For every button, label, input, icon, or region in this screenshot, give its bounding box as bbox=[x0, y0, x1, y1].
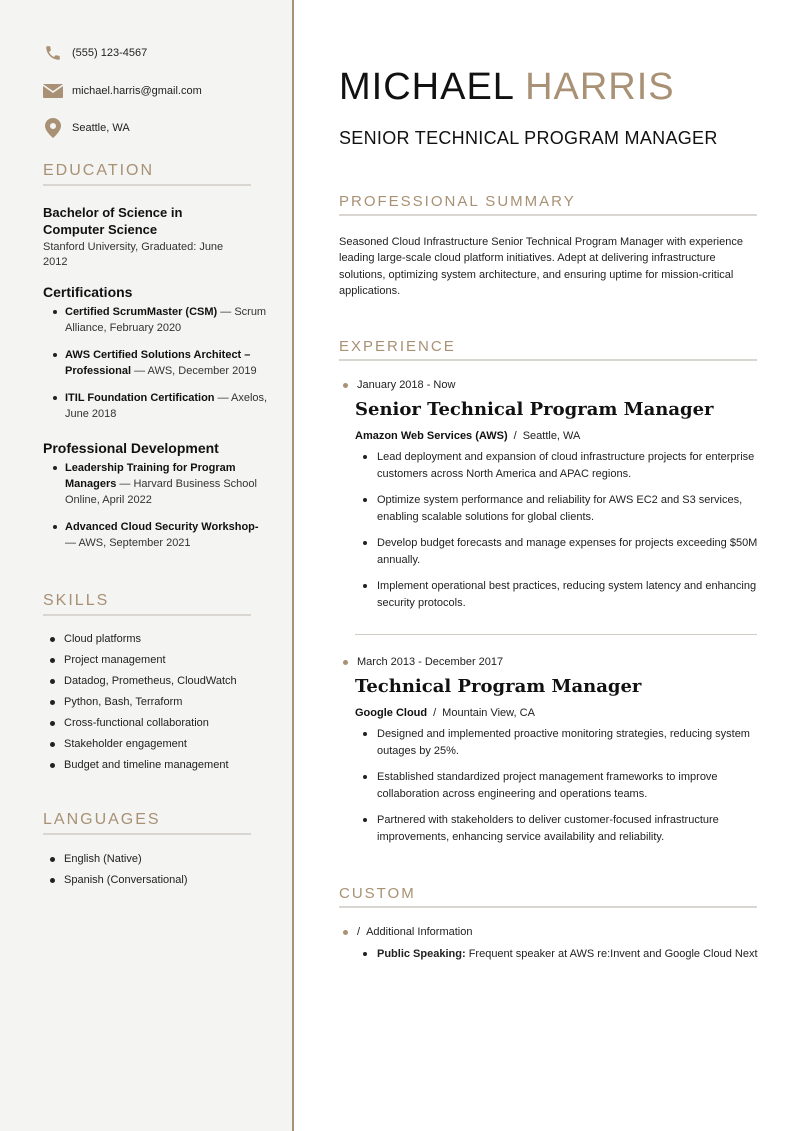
last-name: HARRIS bbox=[525, 66, 675, 108]
list-item: Certified ScrumMaster (CSM) — Scrum Alliance, February 2020 bbox=[53, 304, 268, 336]
language-item: Spanish (Conversational) bbox=[50, 870, 270, 891]
list-item: Optimize system performance and reliability for AWS EC2 and S3 services, enabling scalable solutions for global clients. bbox=[363, 492, 773, 525]
languages-heading: LANGUAGES bbox=[43, 811, 251, 835]
job-company: Google Cloud / Mountain View, CA bbox=[355, 707, 535, 719]
phone-icon bbox=[43, 43, 63, 63]
job-dates: January 2018 - Now bbox=[343, 379, 455, 391]
summary-heading: PROFESSIONAL SUMMARY bbox=[339, 193, 757, 216]
list-item: Established standardized project management frameworks to improve collaboration across engineering and operations teams. bbox=[363, 769, 773, 802]
certifications-list bbox=[53, 304, 268, 433]
list-item: ITIL Foundation Certification — Axelos, June 2018 bbox=[53, 390, 268, 422]
job-bullets bbox=[363, 726, 773, 855]
job-company: Amazon Web Services (AWS) / Seattle, WA bbox=[355, 430, 581, 442]
job-role: Senior Technical Program Manager bbox=[355, 399, 714, 420]
envelope-icon bbox=[43, 81, 63, 101]
list-item: AWS Certified Solutions Architect – Professional — AWS, December 2019 bbox=[53, 347, 268, 379]
skill-item: Cloud platforms bbox=[50, 629, 270, 650]
skill-item: Cross-functional collaboration bbox=[50, 713, 270, 734]
languages-list bbox=[50, 849, 270, 891]
skill-item: Datadog, Prometheus, CloudWatch bbox=[50, 671, 270, 692]
list-item: Lead deployment and expansion of cloud infrastructure projects for enterprise customers across North America and APAC regions. bbox=[363, 449, 773, 482]
job-title: SENIOR TECHNICAL PROGRAM MANAGER bbox=[339, 128, 718, 148]
certifications-heading: Certifications bbox=[43, 284, 133, 300]
education-heading: EDUCATION bbox=[43, 162, 251, 186]
contact-email bbox=[43, 81, 202, 101]
experience-heading: EXPERIENCE bbox=[339, 338, 757, 361]
contact-phone bbox=[43, 43, 147, 63]
custom-heading: CUSTOM bbox=[339, 885, 757, 908]
sidebar bbox=[0, 0, 294, 1131]
skill-item: Project management bbox=[50, 650, 270, 671]
timeline-dot bbox=[343, 930, 348, 935]
list-item: Designed and implemented proactive monitoring strategies, reducing system outages by 25%. bbox=[363, 726, 773, 759]
contact-location bbox=[43, 118, 130, 138]
job-dates: March 2013 - December 2017 bbox=[343, 656, 503, 668]
location-text: Seattle, WA bbox=[72, 122, 130, 134]
list-item: Partnered with stakeholders to deliver customer-focused infrastructure improvements, enhancing service availability and reliability. bbox=[363, 812, 773, 845]
summary-text: Seasoned Cloud Infrastructure Senior Technical Program Manager with experience leading large-scale cloud platform initiatives. Adept at delivering infrastructure solutions, optimizing system architecture, and ensuring uptime for mission-critical applications. bbox=[339, 236, 743, 297]
degree-title: Bachelor of Science in Computer Science bbox=[43, 205, 183, 237]
phone-text: (555) 123-4567 bbox=[72, 47, 148, 59]
custom-bullets bbox=[363, 946, 783, 973]
timeline-dot bbox=[343, 383, 348, 388]
skill-item: Python, Bash, Terraform bbox=[50, 692, 270, 713]
email-text[interactable]: michael.harris@gmail.com bbox=[72, 85, 202, 97]
skills-list bbox=[50, 629, 270, 776]
language-item: English (Native) bbox=[50, 849, 270, 870]
school-info: Stanford University, Graduated: June 2012 bbox=[43, 241, 224, 268]
professional-development-heading: Professional Development bbox=[43, 440, 219, 456]
skill-item: Budget and timeline management bbox=[50, 755, 270, 776]
skills-heading: SKILLS bbox=[43, 592, 251, 616]
first-name: MICHAEL bbox=[339, 66, 514, 108]
job-bullets bbox=[363, 449, 773, 621]
timeline-dot bbox=[343, 660, 348, 665]
job-role: Technical Program Manager bbox=[355, 676, 642, 697]
map-pin-icon bbox=[43, 118, 63, 138]
list-item: Leadership Training for Program Managers — Harvard Business School Online, April 2022 bbox=[53, 460, 268, 508]
list-item: Public Speaking: Frequent speaker at AWS re:Invent and Google Cloud Next bbox=[363, 946, 783, 963]
list-item: Develop budget forecasts and manage expenses for projects exceeding $50M annually. bbox=[363, 535, 773, 568]
skill-item: Stakeholder engagement bbox=[50, 734, 270, 755]
job-divider bbox=[355, 634, 757, 635]
list-item: Advanced Cloud Security Workshop- — AWS, September 2021 bbox=[53, 519, 268, 551]
custom-title: / Additional Information bbox=[343, 926, 472, 938]
professional-development-list bbox=[53, 460, 268, 562]
candidate-name bbox=[339, 66, 675, 109]
list-item: Implement operational best practices, reducing system latency and enhancing security protocols. bbox=[363, 578, 773, 611]
main-content bbox=[296, 0, 800, 1131]
